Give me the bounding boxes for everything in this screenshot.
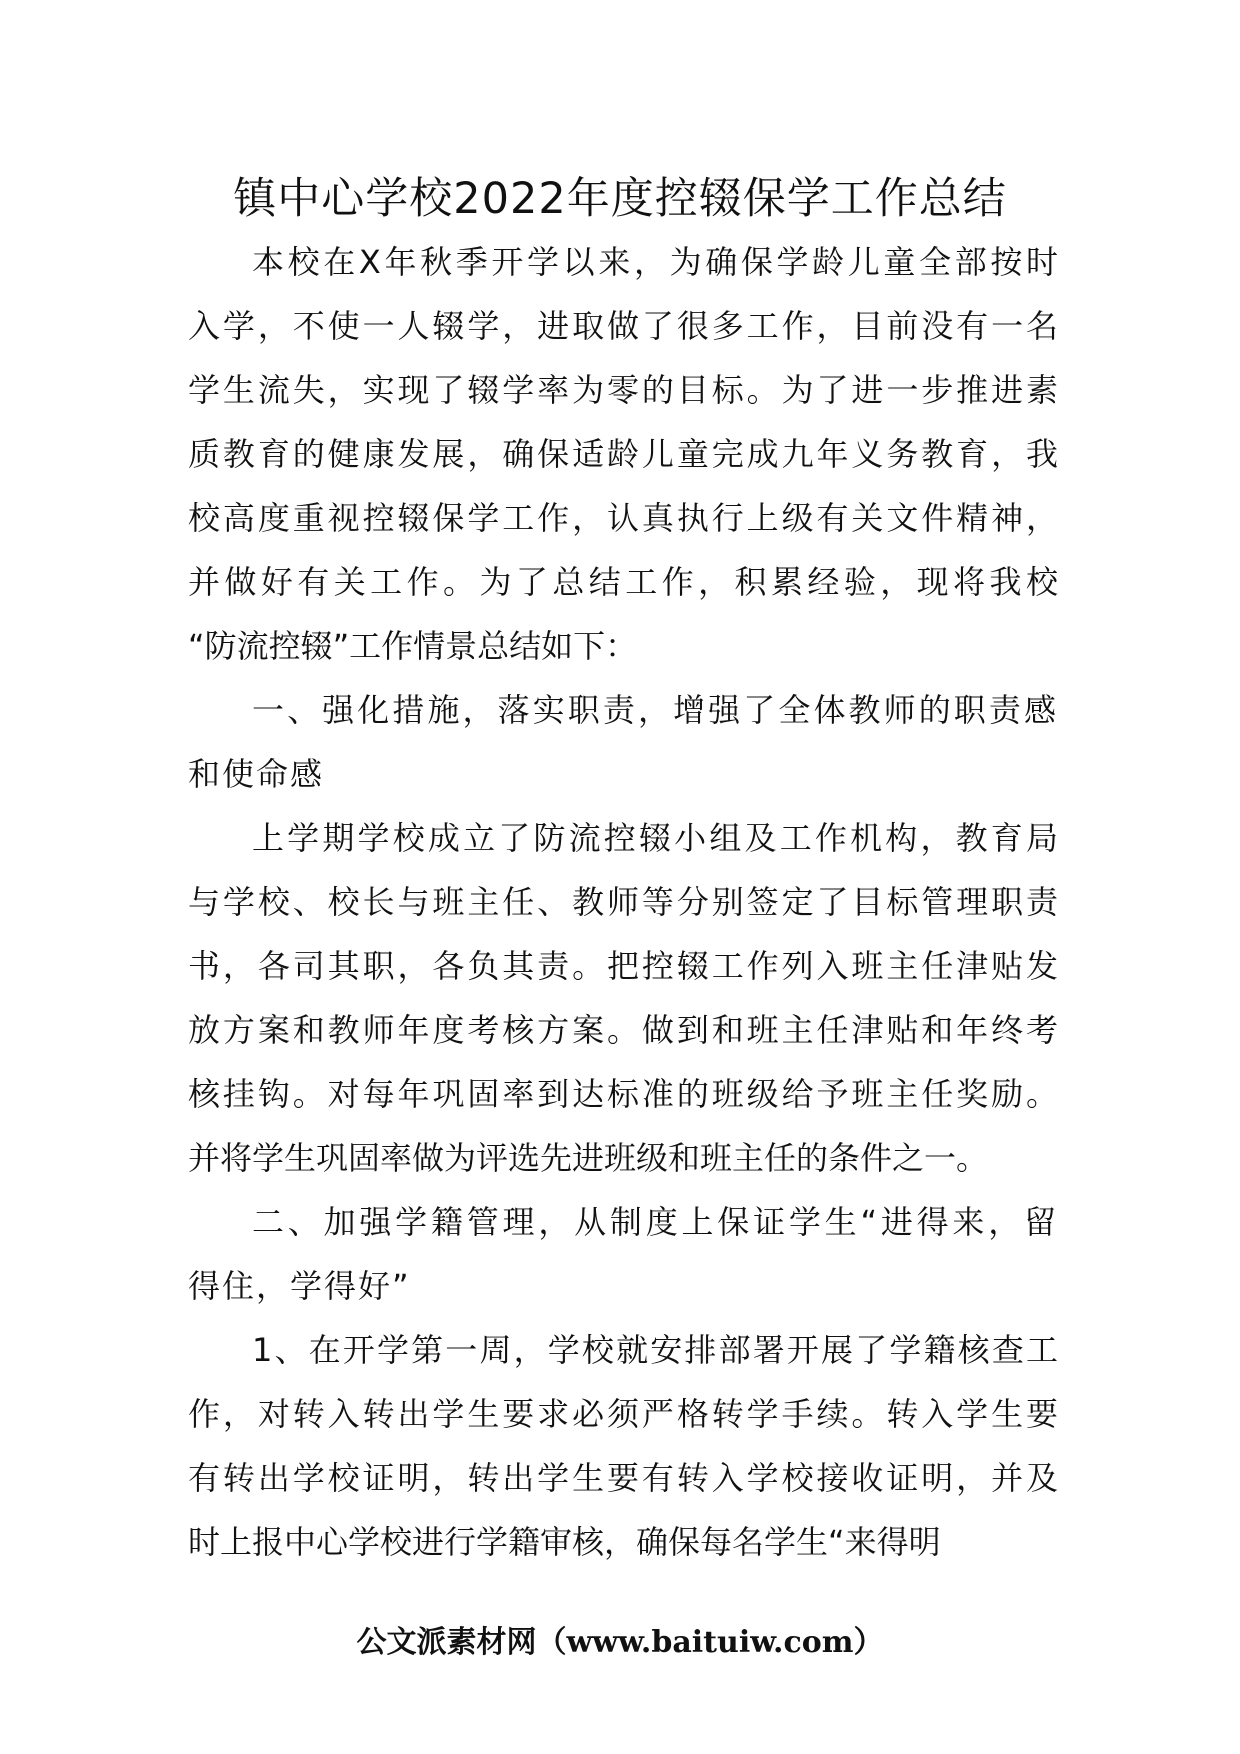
section-heading — [188, 1190, 1058, 1318]
text-line: 时上报中心学校进行学籍审核，确保每名学生“来得明 — [188, 1523, 941, 1561]
text-line: 入学，不使一人辍学，进取做了很多工作，目前没有一名 — [188, 307, 1058, 345]
text-line: 质教育的健康发展，确保适龄儿童完成九年义务教育，我 — [188, 435, 1058, 473]
text-line: 并将学生巩固率做为评选先进班级和班主任的条件之一。 — [188, 1139, 989, 1177]
text-line: 学生流失，实现了辍学率为零的目标。为了进一步推进素 — [188, 371, 1058, 409]
text-line: 核挂钩。对每年巩固率到达标准的班级给予班主任奖励。 — [188, 1075, 1058, 1113]
body-paragraph — [188, 1318, 1058, 1574]
text-line: 和使命感 — [188, 755, 325, 793]
text-line: 并做好有关工作。为了总结工作，积累经验，现将我校 — [188, 563, 1058, 601]
text-line: 本校在X年秋季开学以来，为确保学龄儿童全部按时 — [252, 243, 1058, 281]
document-title: 镇中心学校2022年度控辍保学工作总结 — [233, 174, 1007, 224]
text-line: 上学期学校成立了防流控辍小组及工作机构，教育局 — [252, 819, 1058, 857]
text-line: 放方案和教师年度考核方案。做到和班主任津贴和年终考 — [188, 1011, 1058, 1049]
text-line: 一、强化措施，落实职责，增强了全体教师的职责感 — [252, 691, 1058, 729]
text-line: “防流控辍”工作情景总结如下： — [188, 627, 638, 665]
text-line: 作，对转入转出学生要求必须严格转学手续。转入学生要 — [188, 1395, 1058, 1433]
text-line: 得住，学得好” — [188, 1267, 411, 1305]
text-line: 校高度重视控辍保学工作，认真执行上级有关文件精神， — [188, 499, 1058, 537]
document-body — [188, 230, 1058, 1574]
text-line: 1、在开学第一周，学校就安排部署开展了学籍核查工 — [252, 1331, 1058, 1369]
text-line: 书，各司其职，各负其责。把控辍工作列入班主任津贴发 — [188, 947, 1058, 985]
section-heading — [188, 678, 1058, 806]
body-paragraph — [188, 806, 1058, 1190]
text-line: 二、加强学籍管理，从制度上保证学生“进得来，留 — [252, 1203, 1058, 1241]
text-line: 有转出学校证明，转出学生要有转入学校接收证明，并及 — [188, 1459, 1058, 1497]
body-paragraph — [188, 230, 1058, 678]
text-line: 与学校、校长与班主任、教师等分别签定了目标管理职责 — [188, 883, 1058, 921]
footer-watermark: 公文派素材网（www.baituiw.com） — [356, 1625, 884, 1660]
